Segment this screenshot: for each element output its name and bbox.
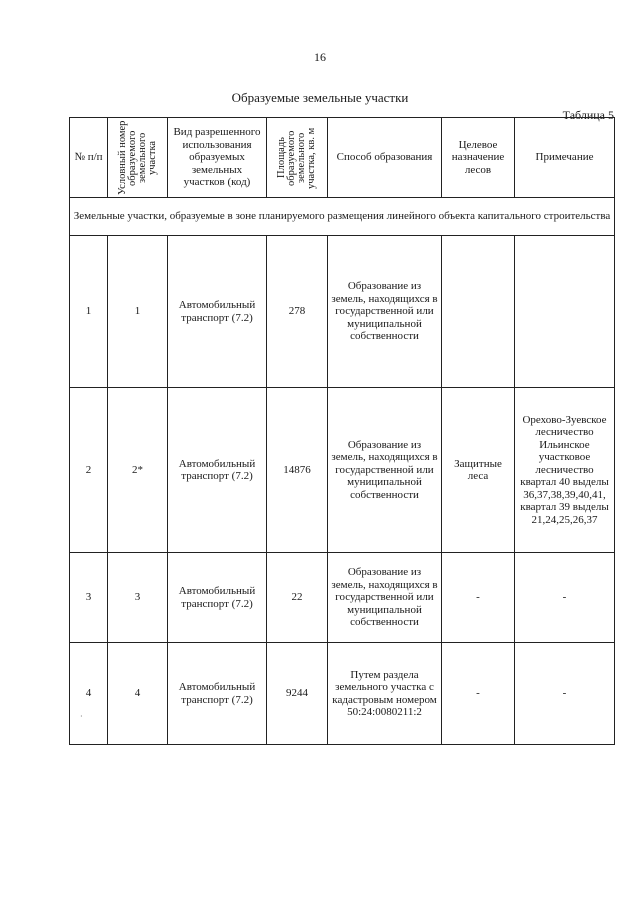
row-num: 1 bbox=[70, 236, 108, 388]
header-usage: Вид разрешенного использования образуемых земельных участков (код) bbox=[168, 118, 267, 198]
row-forest: Защитные леса bbox=[442, 388, 515, 553]
section-title: Земельные участки, образуемые в зоне планируемого размещения линейного объекта капитального строительства bbox=[70, 198, 615, 236]
row-method: Образование из земель, находящихся в государственной или муниципальной собственности bbox=[328, 553, 442, 643]
row-cond-num: 2* bbox=[108, 388, 168, 553]
row-cond-num: 1 bbox=[108, 236, 168, 388]
row-note bbox=[515, 236, 615, 388]
page-number: 16 bbox=[314, 50, 326, 64]
row-usage: Автомобильный транспорт (7.2) bbox=[168, 388, 267, 553]
stray-mark: · bbox=[80, 712, 83, 721]
row-cond-num: 4 bbox=[108, 643, 168, 745]
header-row bbox=[70, 118, 615, 198]
header-cond-num bbox=[108, 118, 168, 198]
row-usage: Автомобильный транспорт (7.2) bbox=[168, 643, 267, 745]
row-method: Путем раздела земельного участка с кадастровым номером 50:24:0080211:2 bbox=[328, 643, 442, 745]
table-label: Таблица 5 bbox=[562, 108, 614, 122]
table-row bbox=[70, 553, 615, 643]
row-note: - bbox=[515, 553, 615, 643]
document-title: Образуемые земельные участки bbox=[231, 90, 409, 105]
row-area: 14876 bbox=[267, 388, 328, 553]
row-usage: Автомобильный транспорт (7.2) bbox=[168, 553, 267, 643]
row-cond-num: 3 bbox=[108, 553, 168, 643]
row-num: 2 bbox=[70, 388, 108, 553]
row-forest bbox=[442, 236, 515, 388]
row-usage: Автомобильный транспорт (7.2) bbox=[168, 236, 267, 388]
header-area bbox=[267, 118, 328, 198]
header-note: Примечание bbox=[515, 118, 615, 198]
row-method: Образование из земель, находящихся в государственной или муниципальной собственности bbox=[328, 388, 442, 553]
table-row bbox=[70, 388, 615, 553]
table-row bbox=[70, 236, 615, 388]
header-forest: Целевое назначение лесов bbox=[442, 118, 515, 198]
row-method: Образование из земель, находящихся в государственной или муниципальной собственности bbox=[328, 236, 442, 388]
section-row bbox=[70, 198, 615, 236]
row-forest: - bbox=[442, 553, 515, 643]
row-area: 278 bbox=[267, 236, 328, 388]
row-forest: - bbox=[442, 643, 515, 745]
row-area: 22 bbox=[267, 553, 328, 643]
header-num: № п/п bbox=[70, 118, 108, 198]
row-num: 4 bbox=[70, 643, 108, 745]
row-area: 9244 bbox=[267, 643, 328, 745]
row-note: - bbox=[515, 643, 615, 745]
header-area-text: Площадь образуемого земельного участка, кв. м bbox=[276, 126, 317, 189]
header-method: Способ образования bbox=[328, 118, 442, 198]
table-row bbox=[70, 643, 615, 745]
row-note: Орехово-Зуевское лесничество Ильинское участковое лесничество квартал 40 выделы 36,37,38,39,40,41, квартал 39 выделы 21,24,25,26,37 bbox=[515, 388, 615, 553]
land-plots-table bbox=[69, 117, 615, 745]
row-num: 3 bbox=[70, 553, 108, 643]
header-cond-num-text: Условный номер образуемого земельного участка bbox=[116, 120, 158, 195]
